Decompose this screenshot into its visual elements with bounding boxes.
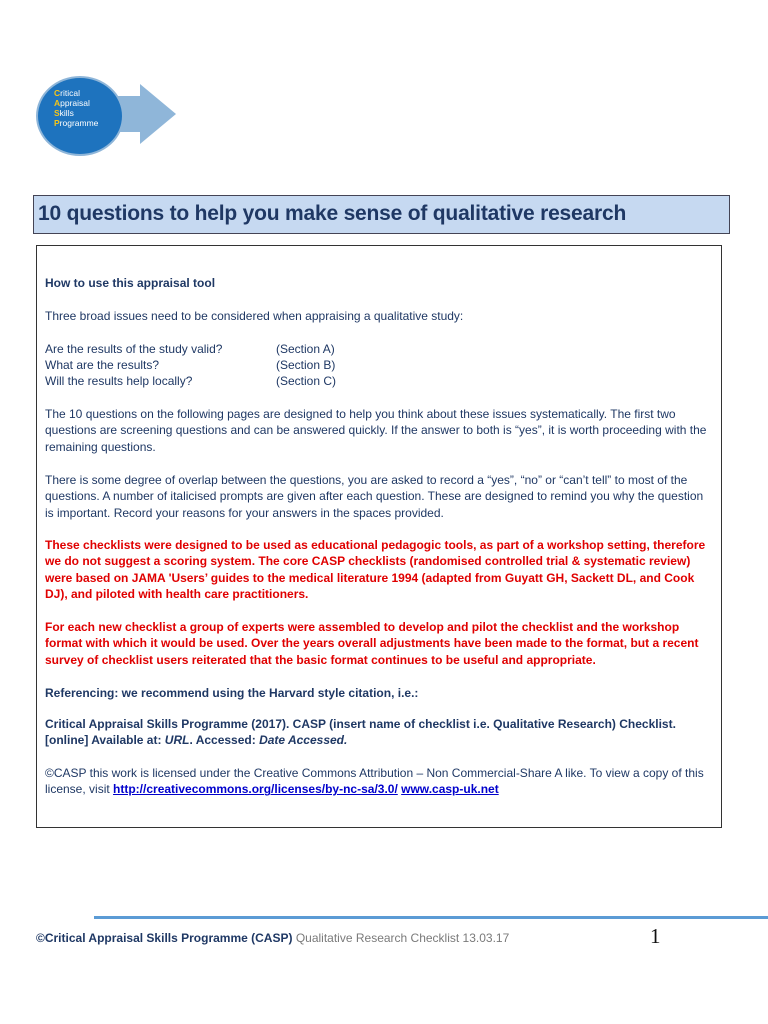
referencing-heading: Referencing: we recommend using the Harvard style citation, i.e.: xyxy=(45,686,419,700)
section-label: (Section C) xyxy=(276,374,337,388)
paragraph-overlap: There is some degree of overlap between the questions, you are asked to record a “yes”, “no” or “can’t tell” to most of the questions. A number of italicised prompts are given after each question. These are designed to remind you why the question is important. Record your reasons for your answers in the spaces provided. xyxy=(45,473,704,520)
page-title: 10 questions to help you make sense of qualitative research xyxy=(38,202,627,225)
citation-example xyxy=(45,716,715,749)
logo-word-1: ritical xyxy=(60,88,80,98)
citation-url-placeholder: URL xyxy=(164,733,190,748)
logo-cap-c: C xyxy=(54,88,61,98)
logo-text xyxy=(54,88,98,128)
footer-text xyxy=(36,931,509,945)
section-question: Will the results help locally? xyxy=(45,374,193,388)
logo-cap-p: P xyxy=(54,118,60,128)
license-text: ©CASP this work is licensed under the Creative Commons Attribution – Non Commercial-Share A like. To view a copy of this license, visit xyxy=(45,766,704,797)
paragraph-expert-note: For each new checklist a group of experts were assembled to develop and pilot the checklist and the workshop format with which it would be used. Over the years overall adjustments have been made to the format, but a recent survey of checklist users reiterated that the basic format continues to be useful and appropriate. xyxy=(45,620,699,667)
logo-cap-a: A xyxy=(54,98,61,108)
title-box xyxy=(33,195,730,234)
citation-date-placeholder: Date Accessed. xyxy=(259,733,348,748)
license-notice xyxy=(45,765,715,798)
logo-word-3: kills xyxy=(59,108,74,118)
paragraph-pedagogic-note: These checklists were designed to be used as educational pedagogic tools, as part of a workshop setting, therefore we do not suggest a scoring system. The core CASP checklists (randomised controlled trial & systematic review) were based on JAMA 'Users’ guides to the medical literature 1994 (adapted from Guyatt GH, Sackett DL, and Cook DJ), and piloted with health care practitioners. xyxy=(45,538,706,602)
casp-logo xyxy=(36,76,178,156)
logo-word-2: ppraisal xyxy=(60,98,90,108)
section-heading: How to use this appraisal tool xyxy=(45,276,216,290)
footer-copyright: ©Critical Appraisal Skills Programme (CASP) xyxy=(36,931,293,945)
casp-website-link[interactable]: www.casp-uk.net xyxy=(401,782,499,797)
paragraph-questions: The 10 questions on the following pages are designed to help you think about these issues systematically. The first two questions are screening questions and can be answered quickly. If the answer to both is “yes”, it is worth proceeding with the remaining questions. xyxy=(45,407,707,454)
section-row-c xyxy=(45,373,337,389)
footer-checklist-info: Qualitative Research Checklist 13.03.17 xyxy=(292,931,510,945)
footer-divider xyxy=(94,916,768,919)
citation-text: Critical Appraisal Skills Programme (2017). CASP (insert name of checklist i.e. Qualitative Research) Checklist. [online] Available at: xyxy=(45,717,676,748)
section-question: What are the results? xyxy=(45,358,160,372)
logo-word-4: rogramme xyxy=(59,118,99,128)
section-row-a xyxy=(45,341,335,357)
citation-accessed-label: . Accessed: xyxy=(189,733,260,748)
logo-cap-s: S xyxy=(54,108,60,118)
logo-arrow-icon xyxy=(140,84,176,144)
license-link[interactable]: http://creativecommons.org/licenses/by-nc-sa/3.0/ xyxy=(113,782,398,797)
intro-text: Three broad issues need to be considered when appraising a qualitative study: xyxy=(45,309,464,323)
section-label: (Section A) xyxy=(276,342,335,356)
page-number: 1 xyxy=(650,924,661,948)
section-row-b xyxy=(45,357,336,373)
section-label: (Section B) xyxy=(276,358,336,372)
section-question: Are the results of the study valid? xyxy=(45,342,223,356)
instructions-box xyxy=(36,245,722,828)
